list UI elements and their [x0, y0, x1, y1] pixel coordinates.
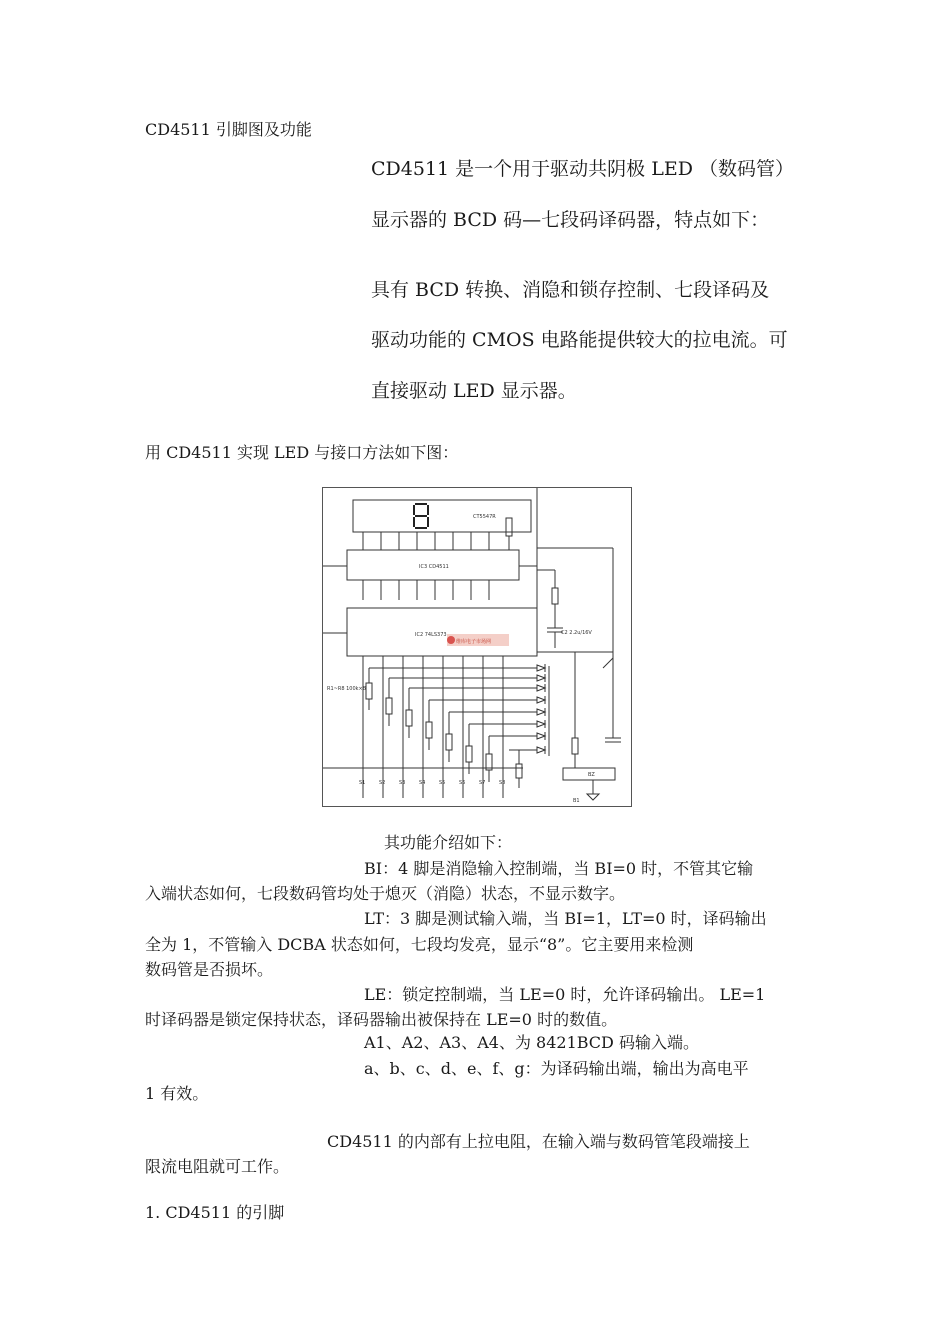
intro-line-4: 驱动功能的 CMOS 电路能提供较大的拉电流。可	[371, 329, 788, 351]
func-line-bi-1: BI：4 脚是消隐输入控制端，当 BI=0 时，不管其它输	[364, 859, 754, 878]
ic2-bottom-pins	[363, 656, 506, 798]
switch-label-s6: S6	[459, 780, 466, 786]
c2-label: C2 2.2u/16V	[561, 630, 592, 636]
func-line-outputs-2: 1 有效。	[145, 1084, 209, 1103]
display-label: CT5547R	[473, 514, 496, 520]
interface-text: 用 CD4511 实现 LED 与接口方法如下图：	[145, 443, 459, 462]
speaker-symbol	[587, 794, 599, 800]
switch-label-s1: S1	[359, 780, 366, 786]
ic3-label: IC3 CD4511	[419, 564, 449, 570]
func-line-outputs-1: a、b、c、d、e、f、g：为译码输出端，输出为高电平	[364, 1059, 749, 1078]
switch-label-s5: S5	[439, 780, 446, 786]
circuit-figure	[322, 487, 632, 807]
r1-label: R1~R8 100k×8	[327, 686, 366, 692]
internal-line-1: CD4511 的内部有上拉电阻，在输入端与数码管笔段端接上	[327, 1132, 750, 1151]
intro-line-2: 显示器的 BCD 码—七段码译码器，特点如下：	[371, 209, 770, 231]
func-line-lt-3: 数码管是否损坏。	[145, 960, 274, 979]
func-line-le-2: 时译码器是锁定保持状态，译码器输出被保持在 LE=0 时的数值。	[145, 1010, 618, 1029]
func-line-lt-2: 全为 1，不管输入 DCBA 状态如何，七段均发亮，显示“8”。它主要用来检测	[145, 935, 694, 954]
func-line-lt-1: LT：3 脚是测试输入端，当 BI=1，LT=0 时，译码输出	[364, 909, 767, 928]
intro-line-1: CD4511 是一个用于驱动共阴极 LED （数码管）	[371, 158, 794, 180]
circuit-diagram	[323, 488, 631, 806]
pulldown-resistors	[366, 668, 522, 788]
buzzer-label: BZ	[588, 772, 595, 778]
intro-line-5: 直接驱动 LED 显示器。	[371, 380, 577, 402]
diode-ladder	[537, 664, 549, 756]
switch-label-s3: S3	[399, 780, 406, 786]
function-heading: 其功能介绍如下：	[384, 833, 513, 852]
display-module	[353, 500, 531, 532]
switch-label-s8: S8	[499, 780, 506, 786]
ic2-label: IC2 74LS373	[415, 632, 447, 638]
section-heading-pins: 1. CD4511 的引脚	[145, 1203, 285, 1222]
speaker-label: B1	[573, 798, 580, 804]
page-title: CD4511 引脚图及功能	[145, 120, 312, 139]
intro-line-3: 具有 BCD 转换、消隐和锁存控制、七段译码及	[371, 279, 770, 301]
func-line-inputs: A1、A2、A3、A4、为 8421BCD 码输入端。	[364, 1033, 699, 1052]
switch-label-s7: S7	[479, 780, 486, 786]
switch-label-s2: S2	[379, 780, 386, 786]
ic3-bottom-pins	[363, 580, 489, 600]
switch-label-s4: S4	[419, 780, 426, 786]
func-line-le-1: LE：锁定控制端，当 LE=0 时，允许译码输出。 LE=1	[364, 985, 766, 1004]
func-line-bi-2: 入端状态如何，七段数码管均处于熄灭（消隐）状态，不显示数字。	[145, 884, 626, 903]
bus-lines	[369, 668, 537, 750]
watermark-label: 维库电子市场网	[456, 639, 492, 645]
display-pins	[363, 532, 489, 550]
internal-line-2: 限流电阻就可工作。	[145, 1157, 290, 1176]
seven-seg-digit	[414, 504, 428, 528]
